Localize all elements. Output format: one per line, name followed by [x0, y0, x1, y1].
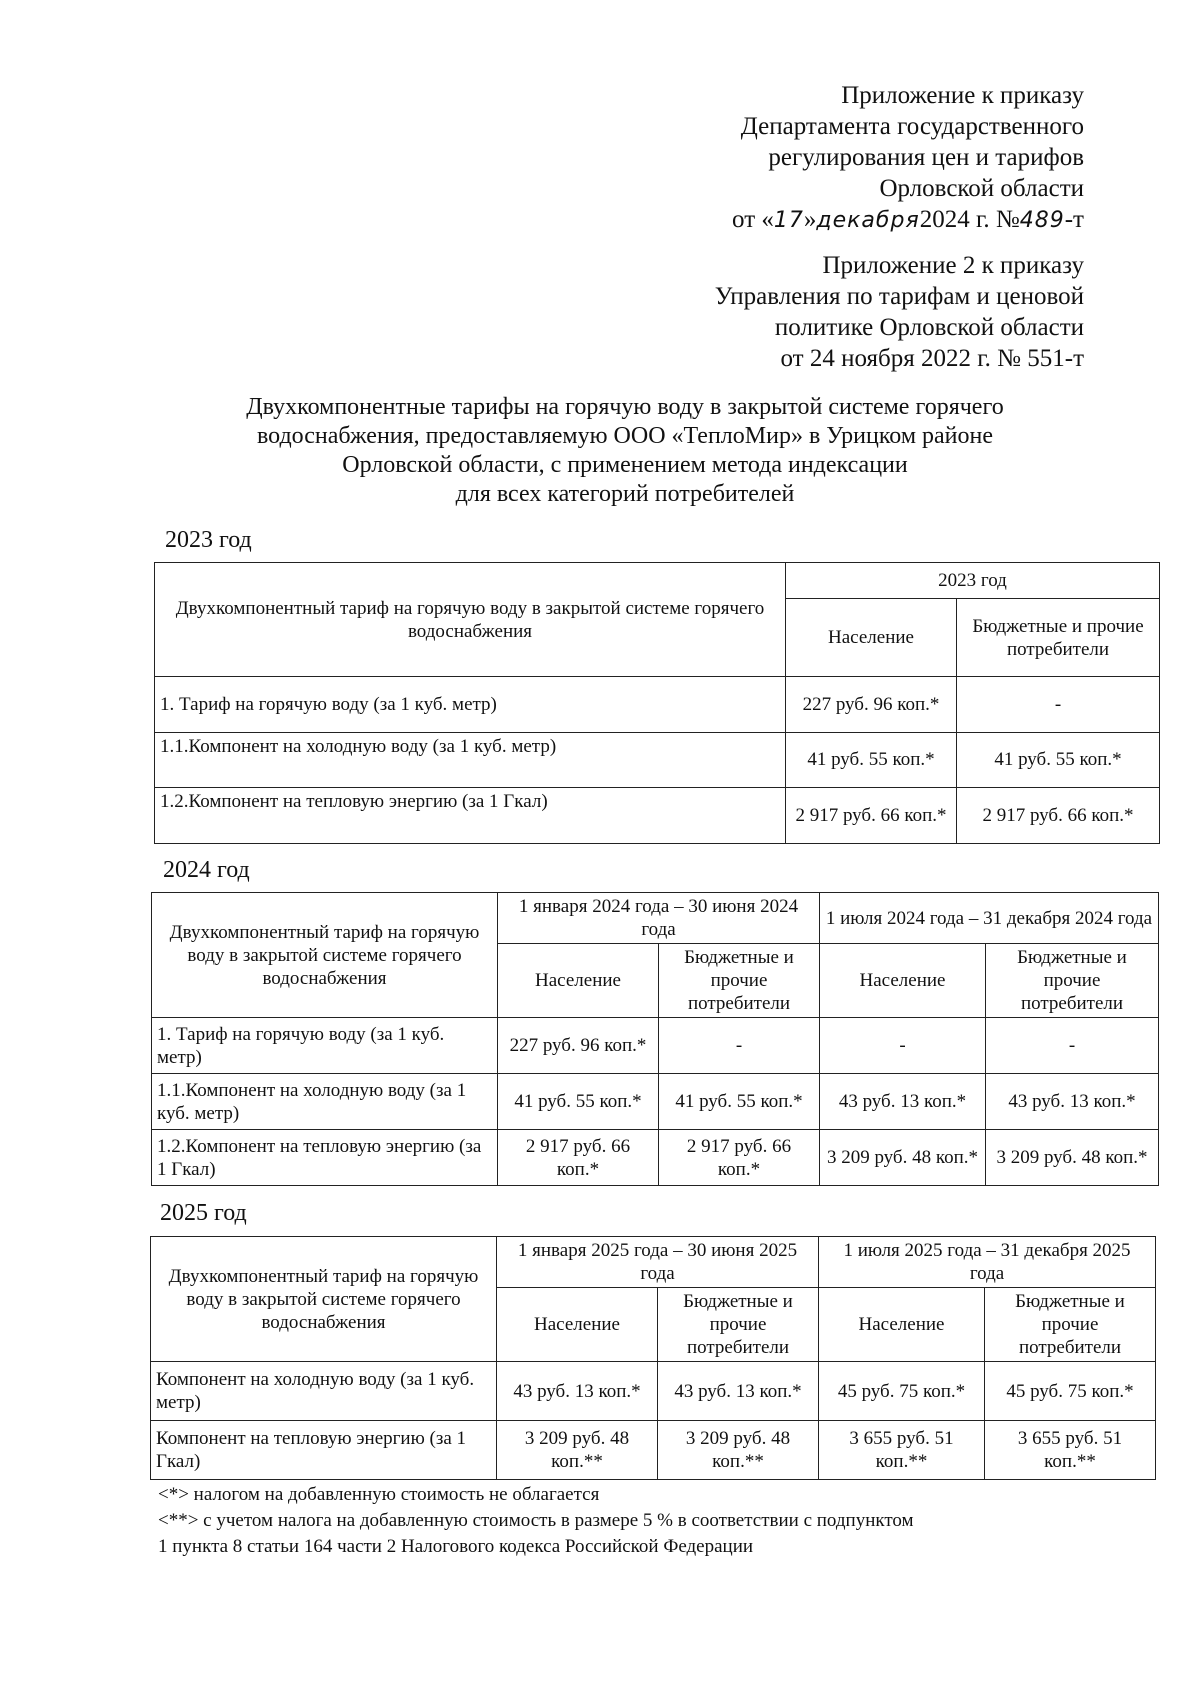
row-name: Компонент на тепловую энергию (за 1 Гкал)	[151, 1421, 497, 1480]
year-2023-label: 2023 год	[165, 527, 252, 553]
column-header-budget: Бюджетные и прочие потребители	[658, 1288, 819, 1362]
header-line: регулирования цен и тарифов	[768, 144, 1084, 171]
cell-value: 41 руб. 55 коп.*	[659, 1074, 820, 1130]
cell-value: 3 655 руб. 51 коп.**	[985, 1421, 1156, 1480]
header-line: Орловской области	[879, 175, 1084, 202]
cell-value: -	[986, 1018, 1159, 1074]
cell-value: 2 917 руб. 66 коп.*	[498, 1130, 659, 1186]
column-header-tariff: Двухкомпонентный тариф на горячую воду в закрытой системе горячего водоснабжения	[152, 893, 498, 1018]
cell-value: 41 руб. 55 коп.*	[498, 1074, 659, 1130]
table-row	[155, 788, 1160, 844]
column-header-population: Население	[819, 1288, 985, 1362]
table-row	[151, 1362, 1156, 1421]
column-header-population: Население	[497, 1288, 658, 1362]
cell-value: -	[957, 677, 1160, 733]
cell-value: 227 руб. 96 коп.*	[786, 677, 957, 733]
cell-value: 3 209 руб. 48 коп.**	[658, 1421, 819, 1480]
row-name: 1.1.Компонент на холодную воду (за 1 куб. метр)	[155, 732, 786, 788]
header-current-order	[732, 80, 1084, 236]
column-header-population: Население	[786, 599, 957, 677]
cell-value: -	[659, 1018, 820, 1074]
footnote-2-continued: 1 пункта 8 статьи 164 части 2 Налогового кодекса Российской Федерации	[158, 1536, 754, 1557]
column-header-budget: Бюджетные и прочие потребители	[957, 599, 1160, 677]
cell-value: 43 руб. 13 коп.*	[497, 1362, 658, 1421]
cell-value: -	[820, 1018, 986, 1074]
column-header-period-1: 1 января 2025 года – 30 июня 2025 года	[497, 1237, 819, 1288]
row-name: 1.2.Компонент на тепловую энергию (за 1 Гкал)	[152, 1130, 498, 1186]
tariff-table-2024	[151, 892, 1159, 1186]
tariff-table-2025	[150, 1236, 1156, 1480]
column-header-budget: Бюджетные и прочие потребители	[985, 1288, 1156, 1362]
cell-value: 41 руб. 55 коп.*	[957, 732, 1160, 788]
table-row	[152, 1074, 1159, 1130]
tariff-table-2023	[154, 562, 1160, 844]
table-row	[155, 677, 1160, 733]
cell-value: 45 руб. 75 коп.*	[985, 1362, 1156, 1421]
header-line: Приложение 2 к приказу	[822, 252, 1084, 279]
table-row	[152, 1018, 1159, 1074]
year-2024-label: 2024 год	[163, 857, 250, 883]
cell-value: 43 руб. 13 коп.*	[658, 1362, 819, 1421]
table-row	[151, 1421, 1156, 1480]
header-original-order	[715, 250, 1084, 374]
cell-value: 3 209 руб. 48 коп.*	[820, 1130, 986, 1186]
column-header-tariff: Двухкомпонентный тариф на горячую воду в закрытой системе горячего водоснабжения	[151, 1237, 497, 1362]
column-header-period-2: 1 июля 2025 года – 31 декабря 2025 года	[819, 1237, 1156, 1288]
footnote-1: <*> налогом на добавленную стоимость не облагается	[158, 1484, 600, 1505]
footnotes	[158, 1482, 914, 1560]
handwritten-month: декабря	[816, 208, 920, 233]
table-row	[155, 732, 1160, 788]
cell-value: 43 руб. 13 коп.*	[986, 1074, 1159, 1130]
header-line: Приложение к приказу	[841, 82, 1084, 109]
column-header-period-1: 1 января 2024 года – 30 июня 2024 года	[498, 893, 820, 944]
cell-value: 3 209 руб. 48 коп.*	[986, 1130, 1159, 1186]
cell-value: 2 917 руб. 66 коп.*	[659, 1130, 820, 1186]
order-date-line: от «17»декабря2024 г. №489-т	[732, 206, 1084, 233]
row-name: 1. Тариф на горячую воду (за 1 куб. метр)	[155, 677, 786, 733]
column-header-budget: Бюджетные и прочие потребители	[986, 944, 1159, 1018]
footnote-2: <**> с учетом налога на добавленную стоимость в размере 5 % в соответствии с подпунктом	[158, 1510, 914, 1531]
header-line: Управления по тарифам и ценовой	[714, 283, 1084, 310]
header-line: политике Орловской области	[774, 314, 1084, 341]
column-header-budget: Бюджетные и прочие потребители	[659, 944, 820, 1018]
cell-value: 2 917 руб. 66 коп.*	[786, 788, 957, 844]
cell-value: 45 руб. 75 коп.*	[819, 1362, 985, 1421]
column-header-tariff: Двухкомпонентный тариф на горячую воду в закрытой системе горячего водоснабжения	[155, 563, 786, 677]
cell-value: 43 руб. 13 коп.*	[820, 1074, 986, 1130]
handwritten-number: 489	[1019, 208, 1065, 233]
year-2025-label: 2025 год	[160, 1200, 247, 1226]
column-header-period: 2023 год	[786, 563, 1160, 599]
cell-value: 41 руб. 55 коп.*	[786, 732, 957, 788]
row-name: 1.1.Компонент на холодную воду (за 1 куб. метр)	[152, 1074, 498, 1130]
cell-value: 2 917 руб. 66 коп.*	[957, 788, 1160, 844]
row-name: 1.2.Компонент на тепловую энергию (за 1 Гкал)	[155, 788, 786, 844]
cell-value: 3 655 руб. 51 коп.**	[819, 1421, 985, 1480]
cell-value: 3 209 руб. 48 коп.**	[497, 1421, 658, 1480]
document-title: Двухкомпонентные тарифы на горячую воду в закрытой системе горячего водоснабжения, предоставляемую ООО «ТеплоМир» в Урицком районе Орловской области, с применением метода индексации для всех категорий потребителей	[246, 394, 1004, 507]
header-line: Департамента государственного	[740, 113, 1084, 140]
row-name: Компонент на холодную воду (за 1 куб. метр)	[151, 1362, 497, 1421]
handwritten-day: 17	[773, 208, 804, 233]
header-line: от 24 ноября 2022 г. № 551-т	[780, 345, 1084, 372]
column-header-period-2: 1 июля 2024 года – 31 декабря 2024 года	[820, 893, 1159, 944]
column-header-population: Население	[820, 944, 986, 1018]
column-header-population: Население	[498, 944, 659, 1018]
cell-value: 227 руб. 96 коп.*	[498, 1018, 659, 1074]
row-name: 1. Тариф на горячую воду (за 1 куб. метр)	[152, 1018, 498, 1074]
table-row	[152, 1130, 1159, 1186]
